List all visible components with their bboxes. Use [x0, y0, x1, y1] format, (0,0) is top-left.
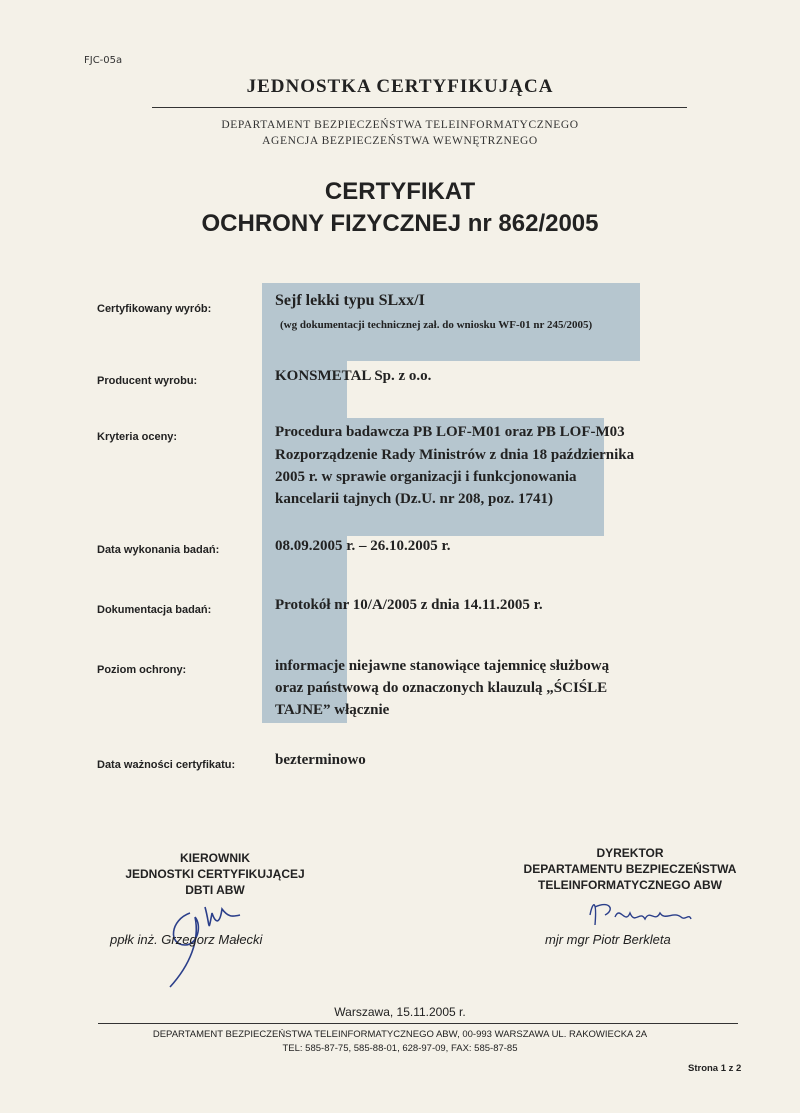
right-signatory-name: mjr mgr Piotr Berkleta [545, 932, 671, 947]
validity-value: bezterminowo [275, 752, 366, 768]
criteria-line-2: Rozporządzenie Rady Ministrów z dnia 18 października [275, 447, 635, 463]
protection-level-line-1: informacje niejawne stanowiące tajemnicę służbową [275, 658, 610, 674]
right-signatory-title [490, 845, 770, 893]
certificate-title: CERTYFIKAT [324, 178, 476, 205]
protection-level-line-3: TAJNE” włącznie [275, 702, 390, 718]
certificate-number: OCHRONY FIZYCZNEJ nr 862/2005 [201, 210, 599, 237]
product-value: Sejf lekki typu SLxx/I [275, 292, 425, 309]
product-note: (wg dokumentacji technicznej zał. do wniosku WF-01 nr 245/2005) [280, 319, 593, 331]
documentation-value: Protokół nr 10/A/2005 z dnia 14.11.2005 r. [275, 597, 543, 613]
footer-contacts: TEL: 585-87-75, 585-88-01, 628-97-09, FAX: 585-87-85 [282, 1043, 518, 1054]
producer-value: KONSMETAL Sp. z o.o. [275, 368, 432, 384]
place-and-date: Warszawa, 15.11.2005 r. [334, 1005, 466, 1019]
page-number: Strona 1 z 2 [688, 1063, 742, 1074]
test-date-label: Data wykonania badań: [97, 544, 220, 556]
right-handwritten-signature [585, 895, 695, 935]
protection-level-label: Poziom ochrony: [97, 664, 187, 676]
criteria-label: Kryteria oceny: [97, 431, 178, 443]
department-line-2: AGENCJA BEZPIECZEŃSTWA WEWNĘTRZNEGO [262, 135, 538, 147]
right-title-line-1: DYREKTOR [596, 846, 664, 860]
producer-label: Producent wyrobu: [97, 375, 198, 387]
left-title-line-2: JEDNOSTKI CERTYFIKUJĄCEJ [125, 867, 305, 881]
left-title-line-1: KIEROWNIK [180, 851, 250, 865]
form-code: FJC-05a [84, 55, 123, 66]
left-signatory-name: ppłk inż. Grzegorz Małecki [110, 932, 263, 947]
right-title-line-3: TELEINFORMATYCZNEGO ABW [538, 878, 722, 892]
issuing-body-title: JEDNOSTKA CERTYFIKUJĄCA [246, 76, 554, 97]
validity-label: Data ważności certyfikatu: [97, 759, 236, 771]
department-line-1: DEPARTAMENT BEZPIECZEŃSTWA TELEINFORMATYCZNEGO [221, 119, 579, 131]
footer-address: DEPARTAMENT BEZPIECZEŃSTWA TELEINFORMATYCZNEGO ABW, 00-993 WARSZAWA UL. RAKOWIECKA 2A [152, 1029, 648, 1040]
test-date-value: 08.09.2005 r. – 26.10.2005 r. [275, 538, 451, 554]
protection-level-line-2: oraz państwową do oznaczonych klauzulą „ŚCIŚLE [275, 680, 608, 696]
criteria-line-3: 2005 r. w sprawie organizacji i funkcjonowania [275, 469, 577, 485]
right-title-line-2: DEPARTAMENTU BEZPIECZEŃSTWA [523, 862, 737, 876]
header-divider [152, 107, 687, 108]
left-signatory-title [90, 850, 340, 898]
criteria-line-1: Procedura badawcza PB LOF-M01 oraz PB LOF-M03 [275, 424, 625, 440]
product-label: Certyfikowany wyrób: [97, 303, 212, 315]
footer-divider [98, 1023, 738, 1024]
criteria-line-4: kancelarii tajnych (Dz.U. nr 208, poz. 1741) [275, 491, 554, 507]
documentation-label: Dokumentacja badań: [97, 604, 212, 616]
left-title-line-3: DBTI ABW [185, 883, 245, 897]
